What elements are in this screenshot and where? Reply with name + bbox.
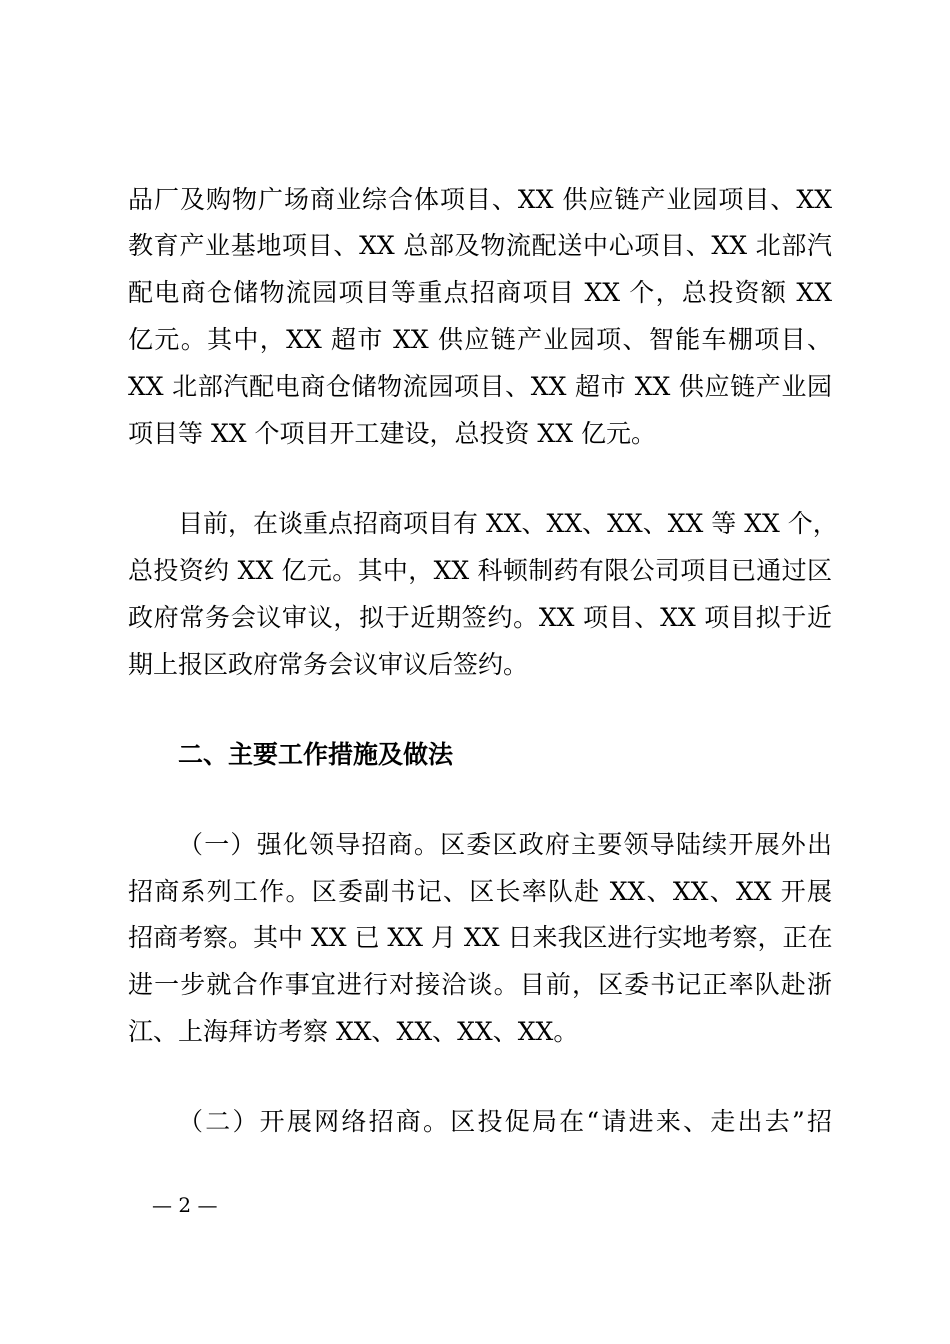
- paragraph-4-line-1: （二）开展网络招商。区投促局在“请进来、走出去”招: [178, 1107, 832, 1136]
- paragraph-2-line-4: 期上报区政府常务会议审议后签约。: [128, 650, 529, 679]
- paragraph-3-line-2: 招商系列工作。区委副书记、区长率队赴 XX、XX、XX 开展: [128, 877, 832, 906]
- paragraph-1-line-1: 品厂及购物广场商业综合体项目、XX 供应链产业园项目、XX: [128, 185, 832, 214]
- paragraph-3-line-3: 招商考察。其中 XX 已 XX 月 XX 日来我区进行实地考察，正在: [128, 923, 833, 952]
- paragraph-2-line-2: 总投资约 XX 亿元。其中，XX 科顿制药有限公司项目已通过区: [128, 556, 832, 585]
- page-number: — 2 —: [152, 1193, 218, 1217]
- paragraph-2-line-1: 目前，在谈重点招商项目有 XX、XX、XX、XX 等 XX 个，: [178, 509, 838, 538]
- paragraph-1-line-2: 教育产业基地项目、XX 总部及物流配送中心项目、XX 北部汽: [128, 231, 832, 260]
- paragraph-1-line-6: 项目等 XX 个项目开工建设，总投资 XX 亿元。: [128, 419, 656, 448]
- paragraph-1-line-4: 亿元。其中，XX 超市 XX 供应链产业园项、智能车棚项目、: [128, 325, 832, 354]
- section-heading: 二、主要工作措施及做法: [178, 740, 454, 769]
- paragraph-1-line-3: 配电商仓储物流园项目等重点招商项目 XX 个，总投资额 XX: [128, 278, 832, 307]
- paragraph-3-line-4: 进一步就合作事宜进行对接洽谈。目前，区委书记正率队赴浙: [128, 970, 832, 999]
- paragraph-3-line-5: 江、上海拜访考察 XX、XX、XX、XX。: [128, 1017, 579, 1046]
- paragraph-2-line-3: 政府常务会议审议，拟于近期签约。XX 项目、XX 项目拟于近: [128, 603, 832, 632]
- paragraph-3-line-1: （一）强化领导招商。区委区政府主要领导陆续开展外出: [178, 830, 832, 859]
- paragraph-1-line-5: XX 北部汽配电商仓储物流园项目、XX 超市 XX 供应链产业园: [128, 372, 832, 401]
